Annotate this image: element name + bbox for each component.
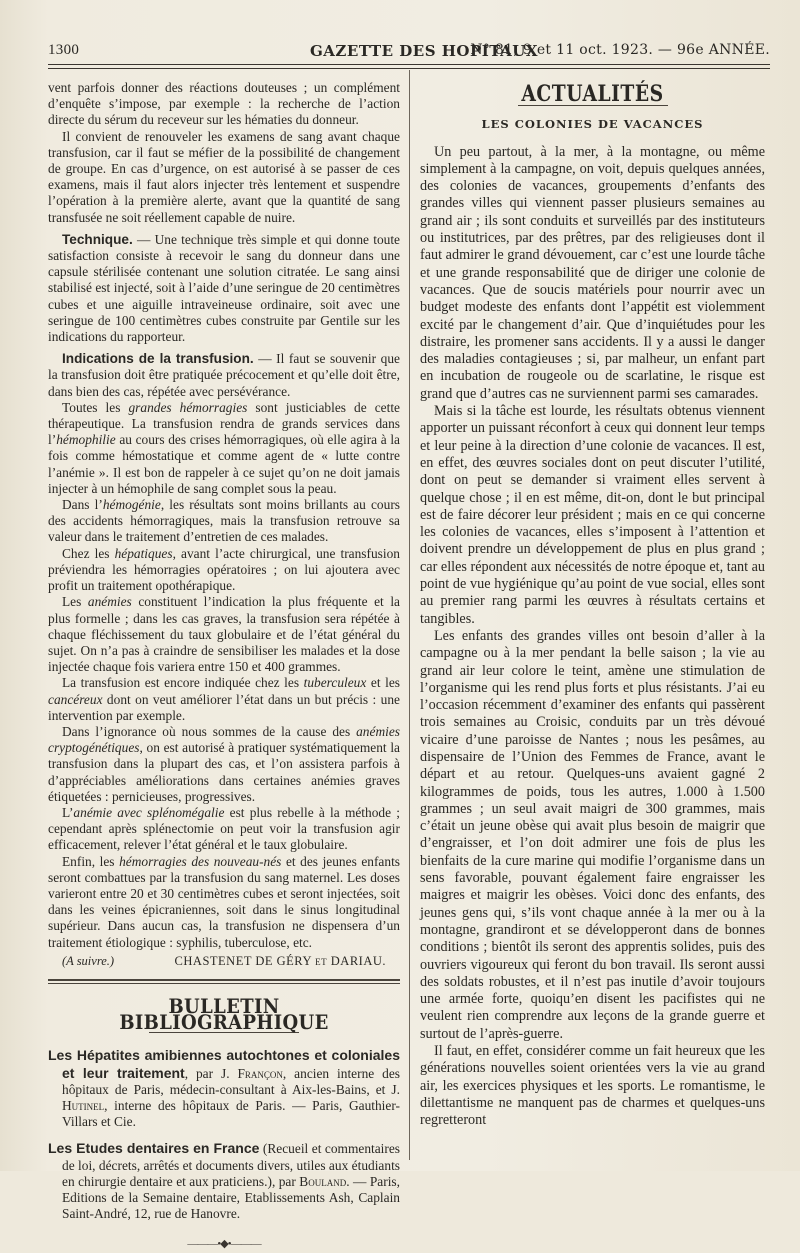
section-heading: Technique. [62,231,133,247]
paragraph: vent parfois donner des réactions douteuses ; un complément d’enquête s’impose, par exemple : la recherche de l’action directe du sérum du receveur sur les hématies du donneur. [48,80,400,128]
paragraph: Il convient de renouveler les examens de sang avant chaque transfusion, car il faut se méfier de la possibilité de changement de groupe. En cas d’urgence, on est autorisé à se passer de ces examens, mais il faut alors injecter très lentement et suspendre l’opération à la première alerte, avant que la quantité de sang transfusée ne soit réellement capable de nuire. [48,128,400,225]
ornament-divider: ———•◆•——— [187,1238,261,1251]
to-be-continued: (A suivre.) [62,953,115,968]
paragraph-indications: Indications de la transfusion. — Il faut se souvenir que la transfusion doit être pratiquée précocement et qu’elle doit être, dans bien des cas, répétée avec persévérance. [48,351,400,399]
paragraph: Mais si la tâche est lourde, les résultats obtenus viennent apporter un puissant réconfort à ceux qui donnent leur temps et leur peine à la direction d’une colonie de vacances. Il est, en effet, des œuvres sociales dont on peut discuter l’utilité, dont on peut se demander si vraiment elles servent à quelque chose ; il en est même, dit-on, dont le but principal est de faire décorer leur président ; mais en ce qui concerne les colonies de vacances, elles s’imposent à l’attention et doivent prendre un développement de plus en plus grand ; car elles répondent aux nécessités de notre époque et, tant au point de vue hygiénique qu’au point de vue social, elles sont au premier rang parmi les œuvres à résultats certains et tangibles. [420,403,765,627]
header-rule-thin [48,68,770,69]
actualites-title: ACTUALITÉS [521,81,664,107]
right-column [420,80,765,1151]
paragraph: La transfusion est encore indiquée chez les tuberculeux et les cancéreux dont on veut améliorer l’état dans un but précis : une intervention par exemple. [48,675,400,723]
paragraph: Chez les hépatiques, avant l’acte chirurgical, une transfusion préviendra les hémorragies opératoires ; on lui ajoutera avec profit un traitement opothérapique. [48,545,400,594]
paragraph: Dans l’ignorance où nous sommes de la cause des anémies cryptogénétiques, on est autorisé à pratiquer systématiquement la transfusion dans la plupart des cas, et l’on assistera parfois à d’appréciables améliorations dans certaines anémies graves étiquetées : pernicieuses, progressives. [48,723,400,804]
paragraph: Toutes les grandes hémorragies sont justiciables de cette thérapeutique. La transfusion rendra de grands services dans l’hémophilie au cours des crises hémorragiques, où elle agira à la fois comme hémostatique et comme agent de « lutte contre l’anémie ». Il est bon de rappeler à ce sujet qu’on ne doit jamais injecter à un hémophile de sang complet sous la peau. [48,399,400,496]
signature-row [48,953,400,969]
paragraph: Les enfants des grandes villes ont besoin d’aller à la campagne ou à la mer pendant la belle saison ; la vie au grand air leur colore le teint, amène une stimulation de l’organisme qui les rend plus forts et plus résistants. J’ai eu l’occasion récemment d’examiner des enfants qui passèrent trois semaines au Croisic, conduits par un très dévoué vicaire d’une paroisse de Nantes ; nous les pesâmes, au dispensaire de l’Union des Femmes de France, avant le départ et au retour. Quelques-uns avaient gagné 2 kilogrammes de poids, tous les autres, 1.000 à 1.500 grammes ; un seul avait maigri de 300 grammes, mais c’était un jeune obèse qui avait plus besoin de maigrir que d’engraisser, et l’on doit admirer une fois de plus les bienfaits de la cure marine qui modifie l’organisme dans un sens favorable, pouvant également faire engraisser les maigres et maigrir les obèses. Voici donc des enfants, des jeunes gens qui, s’ils vont chaque année à la mer ou à la montagne, grandiront et se développeront dans de bonnes conditions ; bientôt ils seront des apprentis solides, puis des ouvriers vigoureux qui feront du bon travail. Ils seront aussi des soldats robustes, et il n’est pas inutile d’avoir toujours une armée forte, quoiqu’en disent les pacifistes qui ne veulent rien comprendre aux leçons de la grande guerre et surtout de l’après-guerre. [420,627,765,1042]
paragraph: Un peu partout, à la mer, à la montagne, ou même simplement à la campagne, on voit, depuis quelques années, des colonies de vacances, groupements d’enfants des grandes villes qui viennent passer plusieurs semaines au grand air ; ils sont conduits et surveillés par des instituteurs ou institutrices, par des prêtres, par des religieuses dont il faut admirer le grand dévouement, car c’est une lourde tâche et une grande responsabilité que de diriger une colonie de vacances. Que de soucis matériels pour nourrir avec un budget modeste des enfants dont l’appétit est violemment excité par le changement d’air. Que d’inquiétudes pour les distraire, les promener sans accidents. Il y a aussi le danger des maladies contagieuses ; si, par malheur, un enfant part en incubation de rougeole ou de scarlatine, le risque est grand que d’autres cas ne surviennent parmi ses camarades. [420,143,765,402]
paragraph: Enfin, les hémorragies des nouveau-nés et des jeunes enfants seront combattues par la transfusion du sang maternel. Les doses varieront entre 20 et 30 centimètres cubes et seront injectées, soit dans les veines épicraniennes, soit dans le sinus longitudinal supérieur. Dans aucun cas, la transfusion ne dispensera d’un traitement étiologique : syphilis, tuberculose, etc. [48,853,400,950]
page-number: 1300 [48,42,80,58]
column-separator [409,70,410,1160]
section-heading: Indications de la transfusion. [62,351,254,367]
section-divider [48,979,400,981]
paragraph: L’anémie avec splénomégalie est plus rebelle à la méthode ; cependant après splénectomie on peut voir la transfusion agir efficacement, relever l’état général et le taux globulaire. [48,804,400,853]
article-subheading: LES COLONIES DE VACANCES [481,117,704,132]
page-header [48,40,770,64]
paragraph: Il faut, en effet, considérer comme un fait heureux que les générations nouvelles soient orientées vers la vie au grand air, les exercices physiques et les sports. Le romantisme, le dilettantisme ne manquent pas de charmes et quelques-uns regretteront [420,1043,765,1129]
issue-info: N° 81, 9 et 11 oct. 1923. — 96e ANNÉE. [470,42,770,58]
author-signature: CHASTENET DE GÉRY et DARIAU. [174,953,386,968]
bibliography-entry: Les Hépatites amibiennes autochtones et coloniales et leur traitement, par J. Françon, ancien interne des hôpitaux de Paris, médecin-consultant à Aix-les-Bains, et J. Hutinel, interne des hôpitaux de Paris. — Paris, Gauthier-Villars et Cie. [48,1047,400,1130]
paragraph-technique: Technique. — Une technique très simple et qui donne toute satisfaction consiste à recevoir le sang du donneur dans une capsule stérilisée contenant une solution citratée. Le sang ainsi stabilisé est injecté, soit à l’aide d’une seringue de 20 centimètres cubes et une aiguille intraveineuse ordinaire, soit avec une seringue de 100 centimètres cubes construite par Gentile sur les indications du rapporteur. [48,231,400,345]
header-rule [48,64,770,65]
bibliography-entry: Les Etudes dentaires en France (Recueil et commentaires de loi, décrets, arrêtés et documents divers, utiles aux étudiants en chirurgie dentaire et aux praticiens.), par Bouland. — Paris, Editions de la Semaine dentaire, Etablissements Ash, Caplain Saint-André, 12, rue de Hanovre. [48,1140,401,1222]
journal-title: GAZETTE DES HOPITAUX [309,42,538,60]
bulletin-title: BULLETIN BIBLIOGRAPHIQUE [119,993,329,1035]
paragraph: Les anémies constituent l’indication la plus fréquente et la plus formelle ; dans les cas graves, la transfusion sera répétée à chaque fléchissement du taux globulaire et de l’état général du sujet. On n’a pas à craindre de sensibiliser les malades et la dose injectée chaque fois variera entre 150 et 400 grammes. [48,594,400,675]
left-column [48,80,401,1251]
section-divider-thin [48,983,400,984]
paragraph: Dans l’hémogénie, les résultats sont moins brillants au cours des accidents hémorragiques, mais la transfusion retrouve sa valeur dans le traitement d’entretien de ces malades. [48,497,400,545]
